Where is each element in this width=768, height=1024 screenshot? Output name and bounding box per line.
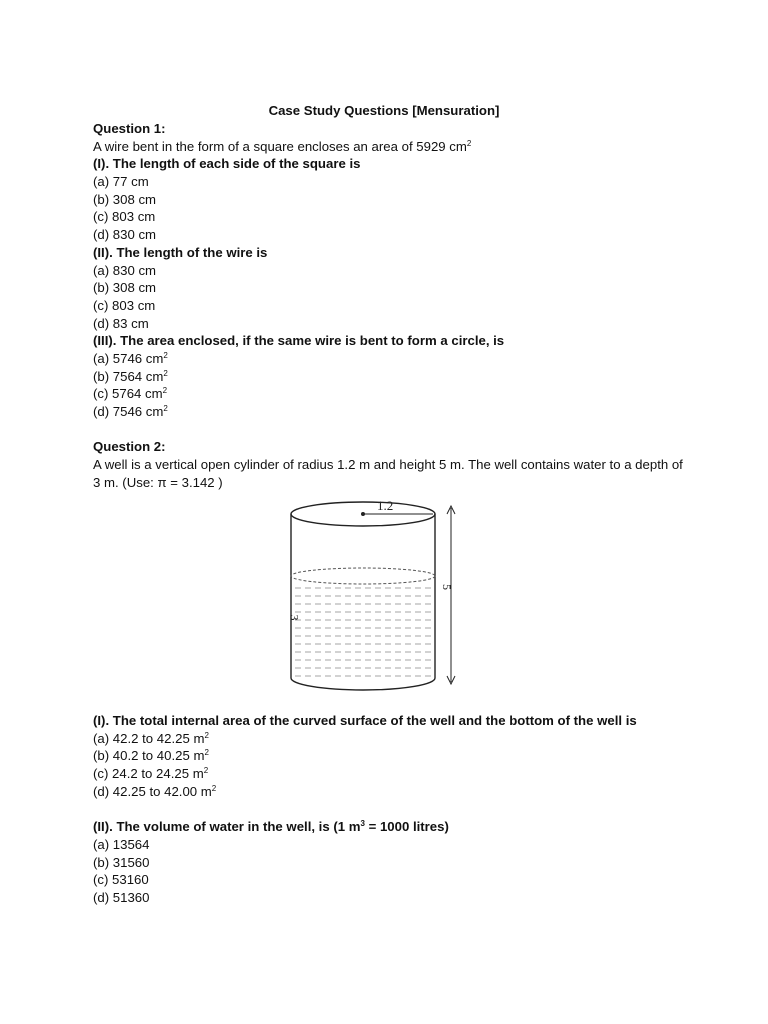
q2-part-1-option-c (93, 765, 693, 783)
question-1-stem (93, 138, 693, 156)
q1-part-3-label: (III). The area enclosed, if the same wire is bent to form a circle, is (93, 333, 505, 349)
q2-part-2-option-c: (c) 53160 (93, 872, 149, 888)
option-sup: 2 (203, 766, 209, 776)
q1-part-1-option-b: (b) 308 cm (93, 191, 157, 207)
option-text: (c) 5764 cm (93, 386, 163, 402)
q1-part-2-option-a: (a) 830 cm (93, 262, 157, 278)
cylinder-bottom-rim (291, 678, 435, 690)
water-body (295, 588, 431, 676)
option-sup: 2 (162, 386, 168, 396)
question-2-heading: Question 2: (93, 439, 166, 455)
q2-part-2-label (93, 818, 693, 836)
option-sup: 2 (211, 783, 217, 793)
question-1-stem-text: A wire bent in the form of a square encloses an area of 5929 cm (93, 138, 467, 154)
q2-part-1-option-d (93, 783, 693, 801)
label-text-after: = 1000 litres) (364, 819, 449, 835)
water-surface (291, 568, 435, 584)
cylinder-diagram (283, 496, 503, 701)
q2-part-1-option-b (93, 747, 693, 765)
q2-part-1-label: (I). The total internal area of the curved surface of the well and the bottom of the well is (93, 713, 637, 729)
question-1-stem-sup: 2 (466, 138, 472, 148)
q1-part-3-option-d (93, 403, 693, 421)
q1-part-3-option-b (93, 368, 693, 386)
option-sup: 2 (163, 368, 168, 378)
q2-part-2-option-a: (a) 13564 (93, 836, 150, 852)
option-text: (b) 7564 cm (93, 368, 164, 384)
label-sup: 3 (360, 819, 365, 829)
q2-part-1-option-a (93, 730, 693, 748)
label-text: (II). The volume of water in the well, is (1 m (93, 819, 361, 835)
option-text: (d) 42.25 to 42.00 m (93, 783, 212, 799)
option-sup: 2 (204, 748, 209, 758)
well-cylinder-figure (93, 496, 693, 706)
option-text: (c) 24.2 to 24.25 m (93, 766, 204, 782)
page-title: Case Study Questions [Mensuration] (268, 103, 500, 118)
spacer (93, 421, 693, 439)
option-text: (a) 42.2 to 42.25 m (93, 730, 205, 746)
question-1-heading: Question 1: (93, 121, 166, 136)
height-label: 5 (440, 584, 454, 591)
q1-part-1-label: (I). The length of each side of the square is (93, 156, 361, 172)
q1-part-3-option-a (93, 350, 693, 368)
q1-part-1-option-d: (d) 830 cm (93, 227, 157, 243)
q1-part-1-option-c: (c) 803 cm (93, 209, 156, 225)
q2-part-2-option-d: (d) 51360 (93, 889, 150, 905)
option-sup: 2 (204, 730, 209, 740)
option-sup: 2 (163, 350, 168, 360)
spacer (93, 801, 693, 819)
q2-part-2-option-b: (b) 31560 (93, 854, 150, 870)
q1-part-3-option-c (93, 385, 693, 403)
option-sup: 2 (163, 404, 168, 413)
option-text: (d) 7546 cm (93, 404, 164, 419)
document-body (93, 120, 693, 907)
q1-part-2-option-c: (c) 803 cm (93, 297, 156, 313)
option-text: (a) 5746 cm (93, 350, 164, 366)
question-2-stem: A well is a vertical open cylinder of radius 1.2 m and height 5 m. The well contains water to a depth of 3 m. (Use: π = 3.142 ) (93, 457, 683, 491)
radius-label: 1.2 (377, 498, 394, 514)
option-text: (b) 40.2 to 40.25 m (93, 748, 205, 764)
water-depth-label: 3 (287, 614, 302, 621)
q1-part-2-option-b: (b) 308 cm (93, 280, 157, 296)
q1-part-2-label: (II). The length of the wire is (93, 244, 268, 260)
q1-part-1-option-a: (a) 77 cm (93, 174, 149, 190)
q1-part-2-option-d: (d) 83 cm (93, 315, 149, 331)
